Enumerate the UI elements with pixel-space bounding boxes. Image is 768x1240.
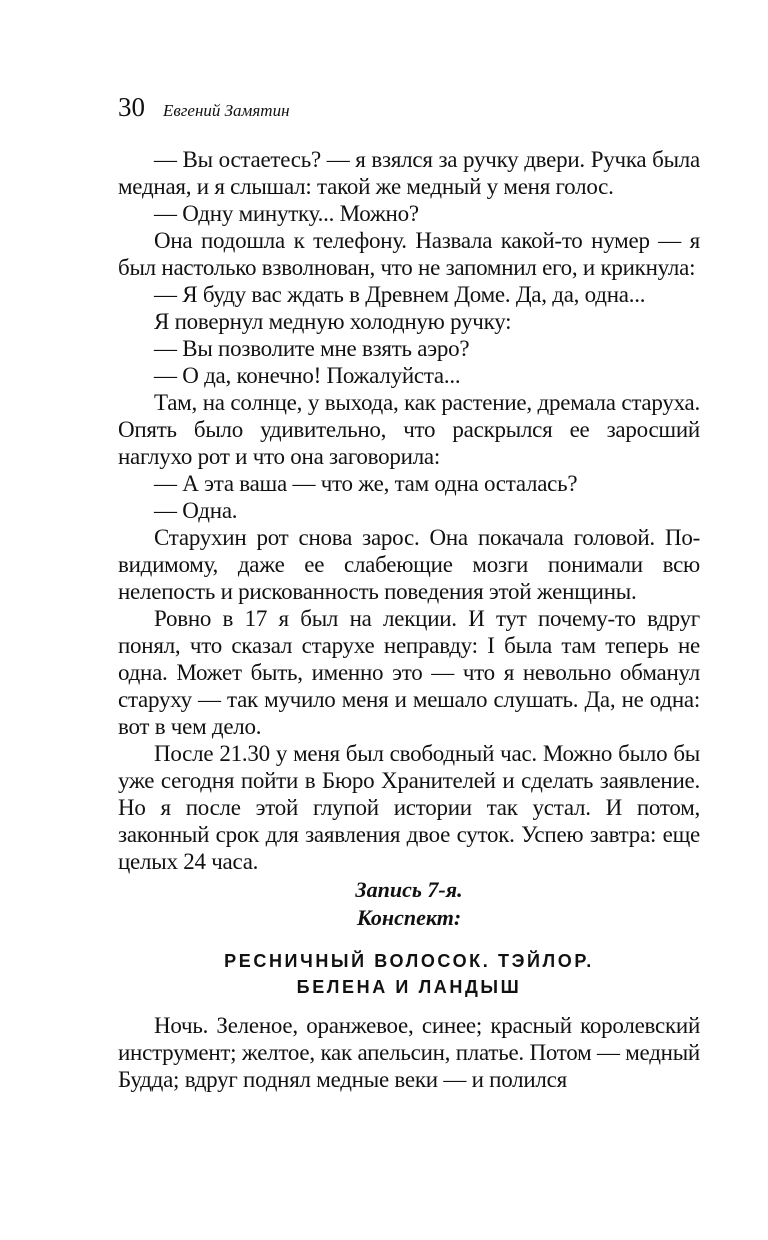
paragraph: — Вы остаетесь? — я взялся за ручку двери. Ручка была медная, и я слышал: такой же медный у меня голос. [118,147,700,199]
section-heading [118,876,700,1000]
entry-label: Конспект: [356,905,462,930]
paragraph: После 21.30 у меня был свободный час. Можно было бы уже сегодня пойти в Бюро Хранителей и сделать заявление. Но я после этой глупой истории так устал. И потом, законный срок для заявления двое суток. Успею завтра: еще целых 24 часа. [118,741,700,874]
chapter-title-line-2: БЕЛЕНА И ЛАНДЫШ [296,977,522,997]
paragraph: — Вы позволите мне взять аэро? [154,336,470,361]
chapter-title-line-1: РЕСНИЧНЫЙ ВОЛОСОК. ТЭЙЛОР. [224,951,594,971]
paragraph: Ровно в 17 я был на лекции. И тут почему-то вдруг понял, что сказал старухе неправду: I была там теперь не одна. Может быть, именно это — что я невольно обманул старуху — так мучило меня и мешало слушать. Да, не одна: вот в чем дело. [118,606,700,739]
paragraph: Старухин рот снова зарос. Она покачала головой. По-видимому, даже ее слабеющие мозги понимали всю нелепость и рискованность поведения этой женщины. [118,525,700,604]
section-body-text [118,1012,700,1093]
paragraph: Ночь. Зеленое, оранжевое, синее; красный королевский инструмент; желтое, как апельсин, платье. Потом — медный Будда; вдруг поднял медные веки — и полился [118,1013,700,1092]
paragraph: — Одну минутку... Можно? [154,201,419,226]
running-head-author: Евгений Замятин [163,101,290,120]
body-text [118,146,700,875]
paragraph: — Я буду вас ждать в Древнем Доме. Да, да, одна... [154,282,646,307]
paragraph: Там, на солнце, у выхода, как растение, дремала старуха. Опять было удивительно, что раскрылся ее заросший наглухо рот и что она заговорила: [118,390,700,469]
paragraph: — О да, конечно! Пожалуйста... [154,363,461,388]
paragraph: — А эта ваша — что же, там одна осталась? [154,471,578,496]
chapter-title [118,948,700,1000]
paragraph: — Одна. [154,498,238,523]
running-head [118,90,678,124]
page-number: 30 [118,92,145,122]
entry-number: Запись 7-я. [355,877,463,902]
paragraph: Я повернул медную холодную ручку: [154,309,512,334]
paragraph: Она подошла к телефону. Назвала какой-то нумер — я был настолько взволнован, что не запомнил его, и крикнула: [118,228,700,280]
